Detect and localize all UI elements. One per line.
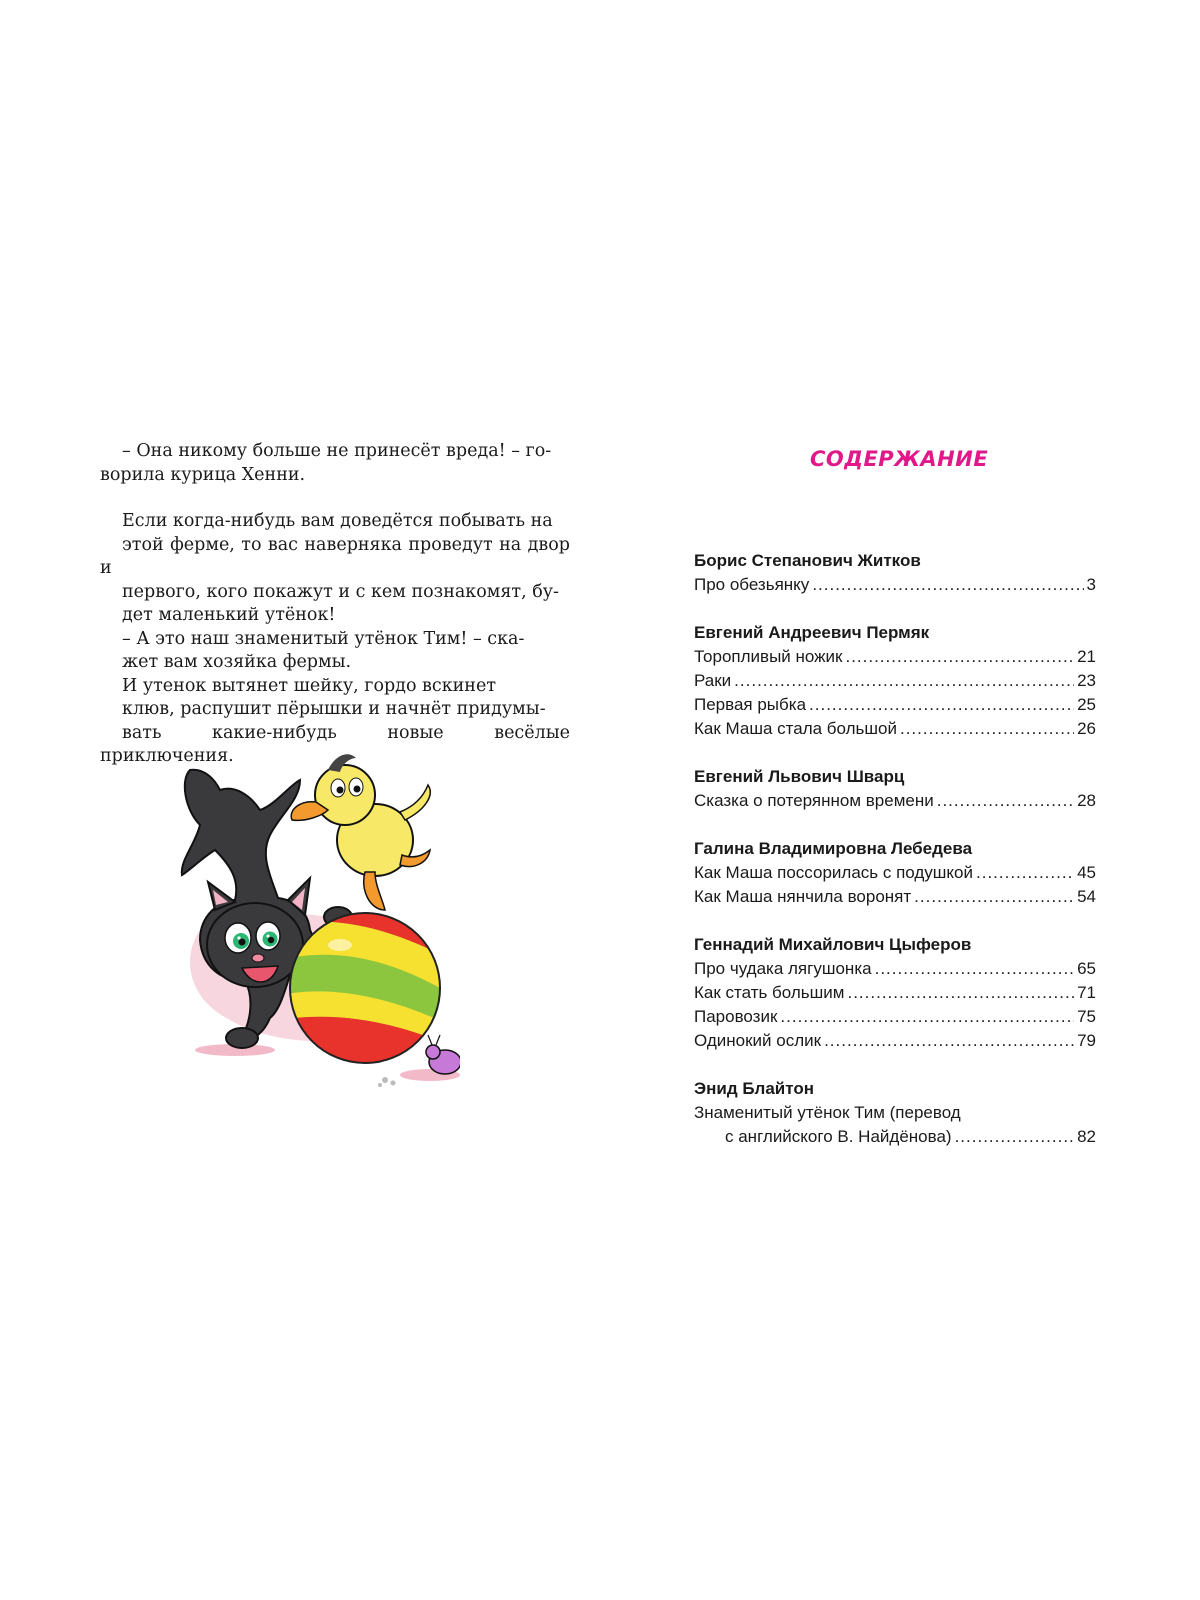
toc-author: Борис Степанович Житков [694, 551, 921, 570]
toc-group [694, 933, 1096, 1053]
toc-leader [812, 573, 1083, 597]
toc-entry[interactable] [694, 981, 1096, 1005]
toc-author: Галина Владимировна Лебедева [694, 839, 973, 858]
toc-entry-page: 21 [1077, 647, 1096, 666]
toc-entry[interactable] [694, 645, 1096, 669]
toc-author: Евгений Андреевич Пермяк [694, 623, 930, 642]
paragraph-3 [100, 628, 570, 675]
toc-author: Энид Блайтон [694, 1079, 815, 1098]
toc-leader [900, 717, 1074, 741]
toc-entry[interactable] [694, 669, 1096, 693]
toc-author: Евгений Львович Шварц [694, 767, 905, 786]
toc-entry-page: 82 [1077, 1127, 1096, 1146]
story-text [100, 440, 570, 769]
text-line: дет маленький утёнок! [122, 605, 336, 625]
toc-entry[interactable] [694, 861, 1096, 885]
toc-entry[interactable] [694, 1005, 1096, 1029]
text-line: – Она никому больше не принесёт вреда! – го- [122, 441, 552, 461]
toc-entry-title: Про обезьянку [694, 575, 810, 594]
duckling-icon [291, 754, 430, 910]
text-line: вать какие-нибудь новые весёлые приключения. [100, 722, 570, 766]
toc-entry[interactable] [694, 717, 1096, 741]
toc-entry[interactable] [694, 1125, 1096, 1149]
text-line: – А это наш знаменитый утёнок Тим! – ска- [122, 628, 525, 649]
toc-entry[interactable] [694, 885, 1096, 909]
toc-entry[interactable] [694, 693, 1096, 717]
toc-entry-title-cont: с английского В. Найдёнова) [725, 1127, 952, 1146]
paragraph-2 [100, 510, 570, 628]
toc-entry-title: Как Маша стала большой [694, 719, 897, 738]
text-line: клюв, распушит пёрышки и начнёт придумы- [122, 699, 546, 719]
text-line: ворила курица Хенни. [100, 464, 306, 485]
toc-group [694, 837, 1096, 909]
toc-leader [937, 789, 1074, 813]
toc-group [694, 765, 1096, 813]
toc-leader [976, 861, 1074, 885]
toc-title: СОДЕРЖАНИЕ [810, 447, 989, 471]
text-line: этой ферме, то вас наверняка проведут на двор и [100, 534, 570, 578]
toc-entry-page: 54 [1077, 887, 1096, 906]
toc-group [694, 549, 1096, 597]
toc-entry-title: Как стать большим [694, 983, 845, 1002]
toc-entry-title: Как Маша нянчила воронят [694, 887, 912, 906]
toc-entry-title: Первая рыбка [694, 695, 807, 714]
toc-entry-page: 3 [1086, 575, 1096, 594]
toc-entry[interactable] [694, 789, 1096, 813]
text-line: И утенок вытянет шейку, гордо вскинет [122, 675, 497, 696]
toc-entry[interactable] [694, 573, 1096, 597]
toc-entry-title: Сказка о потерянном времени [694, 791, 934, 810]
toc-entry[interactable] [694, 1029, 1096, 1053]
toc-entry-title: Паровозик [694, 1007, 778, 1026]
toc-entry-title: Одинокий ослик [694, 1031, 822, 1050]
toc-entry-page: 28 [1077, 791, 1096, 810]
toc-entry-title: Про чудака лягушонка [694, 959, 872, 978]
toc-entry-page: 23 [1077, 671, 1096, 690]
toc-leader [824, 1029, 1074, 1053]
toc-entry-title[interactable]: Знаменитый утёнок Тим (перевод [694, 1103, 961, 1122]
toc-entry[interactable] [694, 957, 1096, 981]
toc-leader [809, 693, 1074, 717]
toc-group [694, 1077, 1096, 1149]
toc-leader [847, 981, 1074, 1005]
toc-entry-page: 26 [1077, 719, 1096, 738]
paragraph-1 [100, 440, 570, 487]
toc-entry-page: 71 [1077, 983, 1096, 1002]
toc-leader [875, 957, 1074, 981]
text-line: первого, кого покажут и с кем познакомят, бу- [122, 581, 559, 602]
toc-group [694, 621, 1096, 741]
toc-leader [734, 669, 1074, 693]
toc-entry-page: 45 [1077, 863, 1096, 882]
toc-entry-title: Торопливый ножик [694, 647, 843, 666]
kitten-duckling-illustration [160, 750, 460, 1090]
toc-leader [955, 1125, 1075, 1149]
text-line: Если когда-нибудь вам доведётся побывать на [122, 511, 553, 531]
toc-entry-title: Как Маша поссорилась с подушкой [694, 863, 973, 882]
toc-leader [780, 1005, 1074, 1029]
toc-entry-page: 75 [1077, 1007, 1096, 1026]
toc-author: Геннадий Михайлович Цыферов [694, 935, 972, 954]
toc-entry-page: 25 [1077, 695, 1096, 714]
bug-icon [426, 1035, 460, 1074]
toc-entry-title: Раки [694, 671, 732, 690]
left-page [100, 440, 570, 769]
text-line: жет вам хозяйка фермы. [122, 652, 352, 672]
toc-leader [845, 645, 1074, 669]
table-of-contents [694, 549, 1096, 1173]
toc-entry-page: 79 [1077, 1031, 1096, 1050]
toc-entry-page: 65 [1077, 959, 1096, 978]
toc-leader [914, 885, 1074, 909]
